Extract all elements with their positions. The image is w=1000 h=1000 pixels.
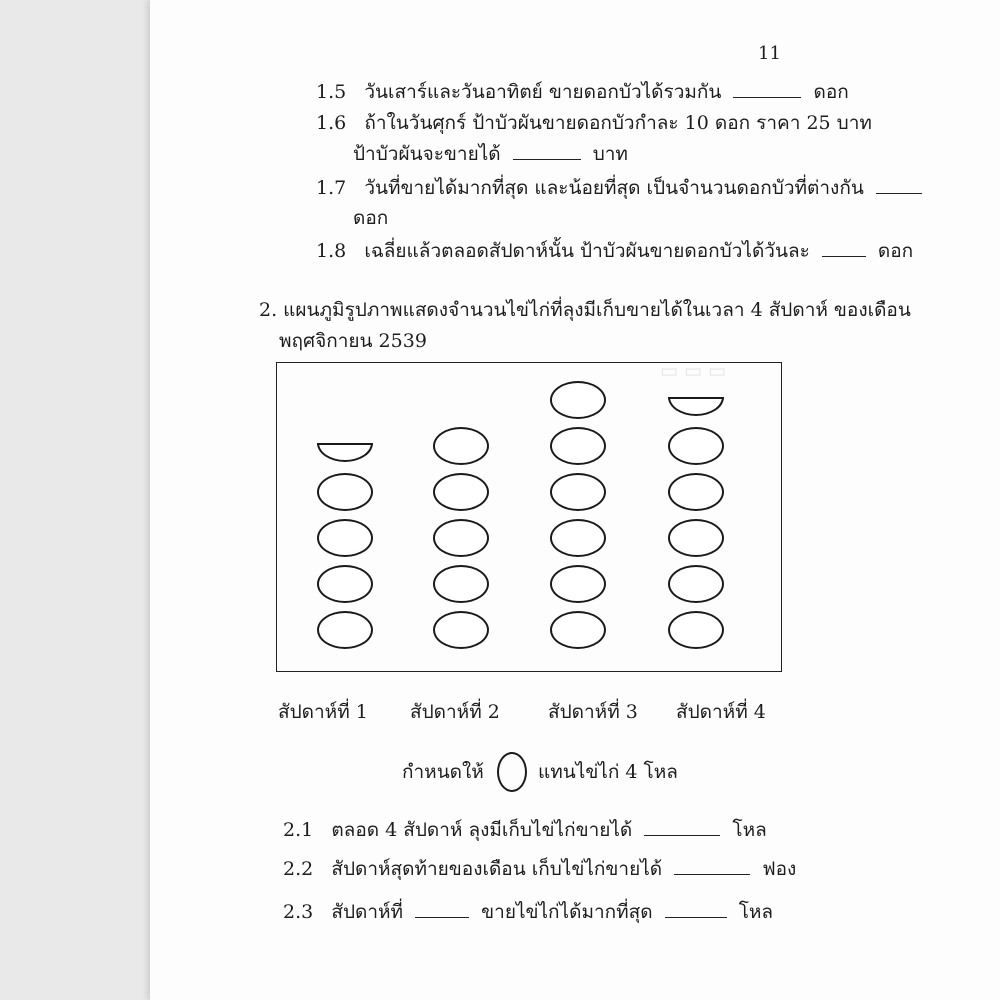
unit-label: บาท bbox=[592, 143, 628, 165]
pictograph-chart bbox=[276, 362, 782, 672]
question-text: วันเสาร์และวันอาทิตย์ ขายดอกบัวได้รวมกัน bbox=[364, 81, 722, 103]
question-text: วันที่ขายได้มากที่สุด และน้อยที่สุด เป็นจำนวนดอกบัวที่ต่างกัน bbox=[364, 177, 864, 199]
question-text: สัปดาห์สุดท้ายของเดือน เก็บไข่ไก่ขายได้ bbox=[331, 858, 663, 880]
question-text: เฉลี่ยแล้วตลอดสัปดาห์นั้น ป้าบัวผันขายดอกบัวได้วันละ bbox=[364, 240, 810, 262]
egg-symbol bbox=[433, 565, 489, 603]
unit-label: ดอก bbox=[813, 81, 849, 103]
answer-blank[interactable] bbox=[665, 901, 727, 918]
category-label-week-4: สัปดาห์ที่ 4 bbox=[676, 701, 766, 723]
egg-symbol bbox=[317, 565, 373, 603]
egg-symbol bbox=[550, 519, 606, 557]
egg-symbol bbox=[550, 473, 606, 511]
egg-symbol bbox=[433, 611, 489, 649]
egg-symbol bbox=[317, 473, 373, 511]
egg-symbol bbox=[550, 565, 606, 603]
question-1-7-unit: ดอก bbox=[353, 207, 389, 229]
question-text: ป้าบัวผันจะขายได้ bbox=[353, 143, 501, 165]
egg-symbol bbox=[668, 519, 724, 557]
bleed-through: ▭ ▭ ▭ bbox=[660, 360, 726, 382]
question-text: สัปดาห์ที่ bbox=[331, 901, 404, 923]
question-2-3 bbox=[283, 900, 773, 924]
egg-symbol bbox=[668, 565, 724, 603]
question-number: 1.6 bbox=[316, 112, 347, 134]
key-suffix: แทนไข่ไก่ 4 โหล bbox=[538, 761, 678, 783]
question-number: 1.5 bbox=[316, 81, 347, 103]
category-label-week-1: สัปดาห์ที่ 1 bbox=[278, 701, 368, 723]
question-2-2 bbox=[283, 857, 796, 881]
unit-label: โหล bbox=[732, 819, 767, 841]
background-surface bbox=[0, 0, 150, 1000]
question-text: ถ้าในวันศุกร์ ป้าบัวผันขายดอกบัวกำละ 10 ดอก ราคา 25 บาท bbox=[364, 112, 872, 134]
question-1-8 bbox=[316, 239, 913, 263]
question-1-6-line2 bbox=[353, 142, 628, 166]
egg-symbol bbox=[668, 611, 724, 649]
unit-label: ฟอง bbox=[762, 858, 797, 880]
egg-symbol bbox=[550, 611, 606, 649]
key-prefix: กำหนดให้ bbox=[402, 761, 484, 783]
question-text: ขายไข่ไก่ได้มากที่สุด bbox=[481, 901, 653, 923]
answer-blank[interactable] bbox=[513, 143, 581, 160]
question-number: 2.1 bbox=[283, 819, 314, 841]
question-number: 2.2 bbox=[283, 858, 314, 880]
question-text: ตลอด 4 สัปดาห์ ลุงมีเก็บไข่ไก่ขายได้ bbox=[331, 819, 633, 841]
answer-blank[interactable] bbox=[415, 901, 469, 918]
answer-blank[interactable] bbox=[674, 858, 750, 875]
egg-symbol bbox=[668, 427, 724, 465]
egg-symbol bbox=[433, 473, 489, 511]
half-egg-symbol bbox=[668, 397, 724, 416]
section-2-heading: 2. แผนภูมิรูปภาพแสดงจำนวนไข่ไก่ที่ลุงมีเก็บขายได้ในเวลา 4 สัปดาห์ ของเดือน bbox=[259, 299, 911, 321]
unit-label: โหล bbox=[738, 901, 774, 923]
question-1-5 bbox=[316, 80, 849, 104]
answer-blank[interactable] bbox=[733, 81, 801, 98]
question-number: 1.7 bbox=[316, 177, 347, 199]
question-1-7 bbox=[316, 176, 928, 200]
unit-label: ดอก bbox=[877, 240, 914, 262]
question-2-1 bbox=[283, 818, 767, 842]
page-number: 11 bbox=[758, 43, 781, 64]
egg-symbol bbox=[433, 519, 489, 557]
egg-symbol bbox=[317, 519, 373, 557]
category-label-week-2: สัปดาห์ที่ 2 bbox=[410, 701, 500, 723]
category-label-week-3: สัปดาห์ที่ 3 bbox=[548, 701, 638, 723]
question-number: 1.8 bbox=[316, 240, 347, 262]
answer-blank[interactable] bbox=[822, 240, 866, 257]
egg-symbol bbox=[550, 427, 606, 465]
egg-symbol bbox=[433, 427, 489, 465]
question-number: 2.3 bbox=[283, 901, 314, 923]
section-2-heading-line2: พฤศจิกายน 2539 bbox=[279, 330, 427, 352]
egg-symbol bbox=[550, 381, 606, 419]
egg-symbol-icon bbox=[497, 752, 527, 792]
half-egg-symbol bbox=[317, 443, 373, 462]
answer-blank[interactable] bbox=[644, 819, 720, 836]
answer-blank[interactable] bbox=[876, 177, 922, 194]
egg-symbol bbox=[668, 473, 724, 511]
question-1-6 bbox=[316, 111, 872, 135]
egg-symbol bbox=[317, 611, 373, 649]
